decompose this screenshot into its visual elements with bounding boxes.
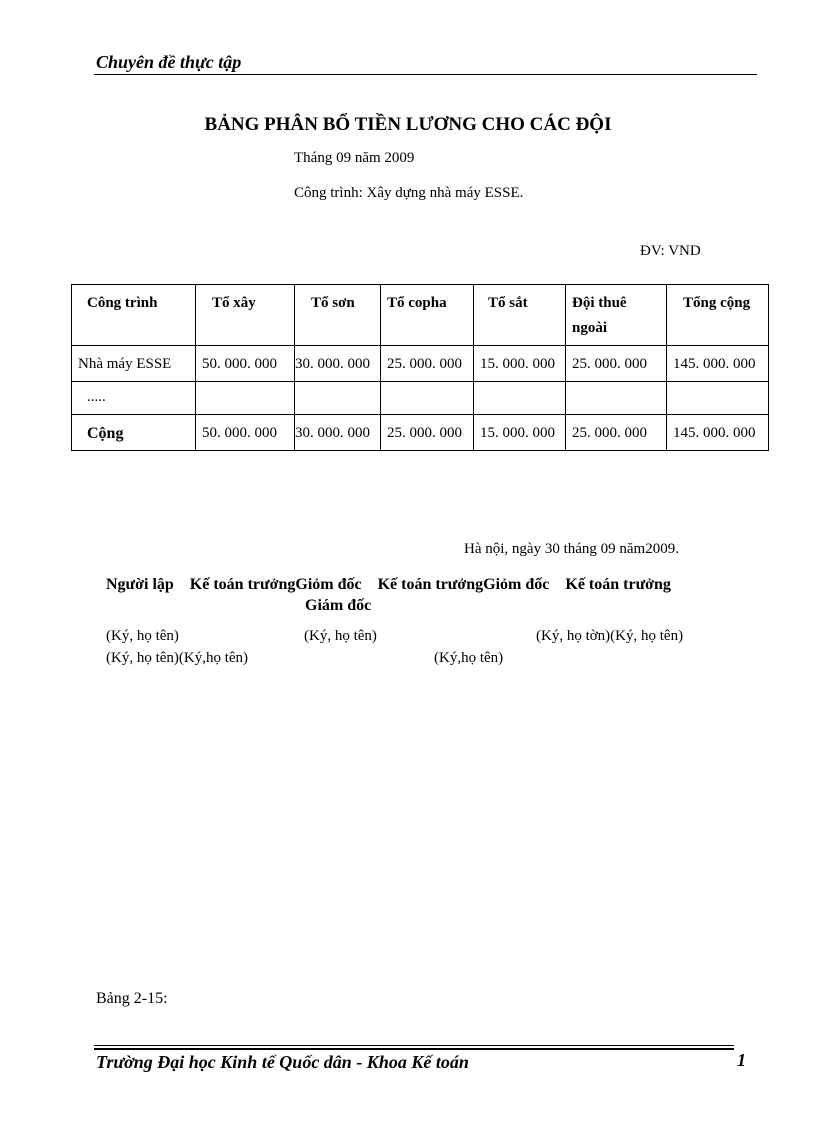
footer-rule (94, 1045, 734, 1046)
page-number: 1 (737, 1050, 746, 1070)
sign-note: (Ký, họ tên) (304, 628, 377, 644)
running-header: Chuyên đề thực tập (96, 52, 242, 72)
sign-note: (Ký, họ tờn)(Ký, họ tên) (536, 628, 684, 644)
header-rule (94, 74, 757, 75)
table-cell: 30. 000. 000 (295, 415, 381, 451)
table-cell: 50. 000. 000 (196, 346, 295, 382)
col-header: Đội thuê ngoài (566, 285, 667, 346)
place-date: Hà nội, ngày 30 tháng 09 năm2009. (464, 541, 679, 557)
table-cell (381, 382, 474, 415)
table-header-row (72, 285, 769, 346)
table-caption: Bảng 2-15: (96, 990, 168, 1007)
table-cell: Cộng (72, 415, 196, 451)
table-cell: 25. 000. 000 (566, 346, 667, 382)
table-cell (196, 382, 295, 415)
document-title: BẢNG PHÂN BỔ TIỀN LƯƠNG CHO CÁC ĐỘI (204, 114, 612, 135)
table-cell: 145. 000. 000 (667, 346, 769, 382)
signature-titles: Người lập Kế toán trưởngGiỏm đốc Kế toán trưởngGiỏm đốc Kế toán trưởng (106, 576, 671, 593)
signature-title-director: Giám đốc (305, 597, 372, 614)
table-cell (667, 382, 769, 415)
table-cell: 15. 000. 000 (474, 415, 566, 451)
table-cell: 50. 000. 000 (196, 415, 295, 451)
col-header: Tổ copha (381, 285, 474, 346)
table-cell: 15. 000. 000 (474, 346, 566, 382)
footer-rule (94, 1048, 734, 1050)
sign-note: (Ký,họ tên) (434, 650, 504, 666)
table-cell: 25. 000. 000 (381, 415, 474, 451)
month-line: Tháng 09 năm 2009 (294, 150, 415, 166)
col-header: Tổ xây (196, 285, 295, 346)
col-header: Tổ sắt (474, 285, 566, 346)
table-cell (295, 382, 381, 415)
table-cell: 30. 000. 000 (295, 346, 381, 382)
footer-text: Trường Đại học Kinh tế Quốc dân - Khoa Kế toán (96, 1052, 469, 1072)
table-cell: 145. 000. 000 (667, 415, 769, 451)
salary-table (71, 284, 769, 451)
col-header: Tổ sơn (295, 285, 381, 346)
table-cell: 25. 000. 000 (381, 346, 474, 382)
table-row (72, 382, 769, 415)
sign-note: (Ký, họ tên)(Ký,họ tên) (106, 650, 249, 666)
sign-note: (Ký, họ tên) (106, 628, 179, 644)
table-cell: 25. 000. 000 (566, 415, 667, 451)
table-cell: ..... (72, 382, 196, 415)
table-cell (566, 382, 667, 415)
col-header: Tổng cộng (667, 285, 769, 346)
table-cell (474, 382, 566, 415)
unit-label: ĐV: VND (640, 243, 701, 259)
table-cell: Nhà máy ESSE (72, 346, 196, 382)
table-row (72, 415, 769, 451)
project-line: Công trình: Xây dựng nhà máy ESSE. (294, 185, 524, 201)
col-header: Công trình (72, 285, 196, 346)
table-row (72, 346, 769, 382)
